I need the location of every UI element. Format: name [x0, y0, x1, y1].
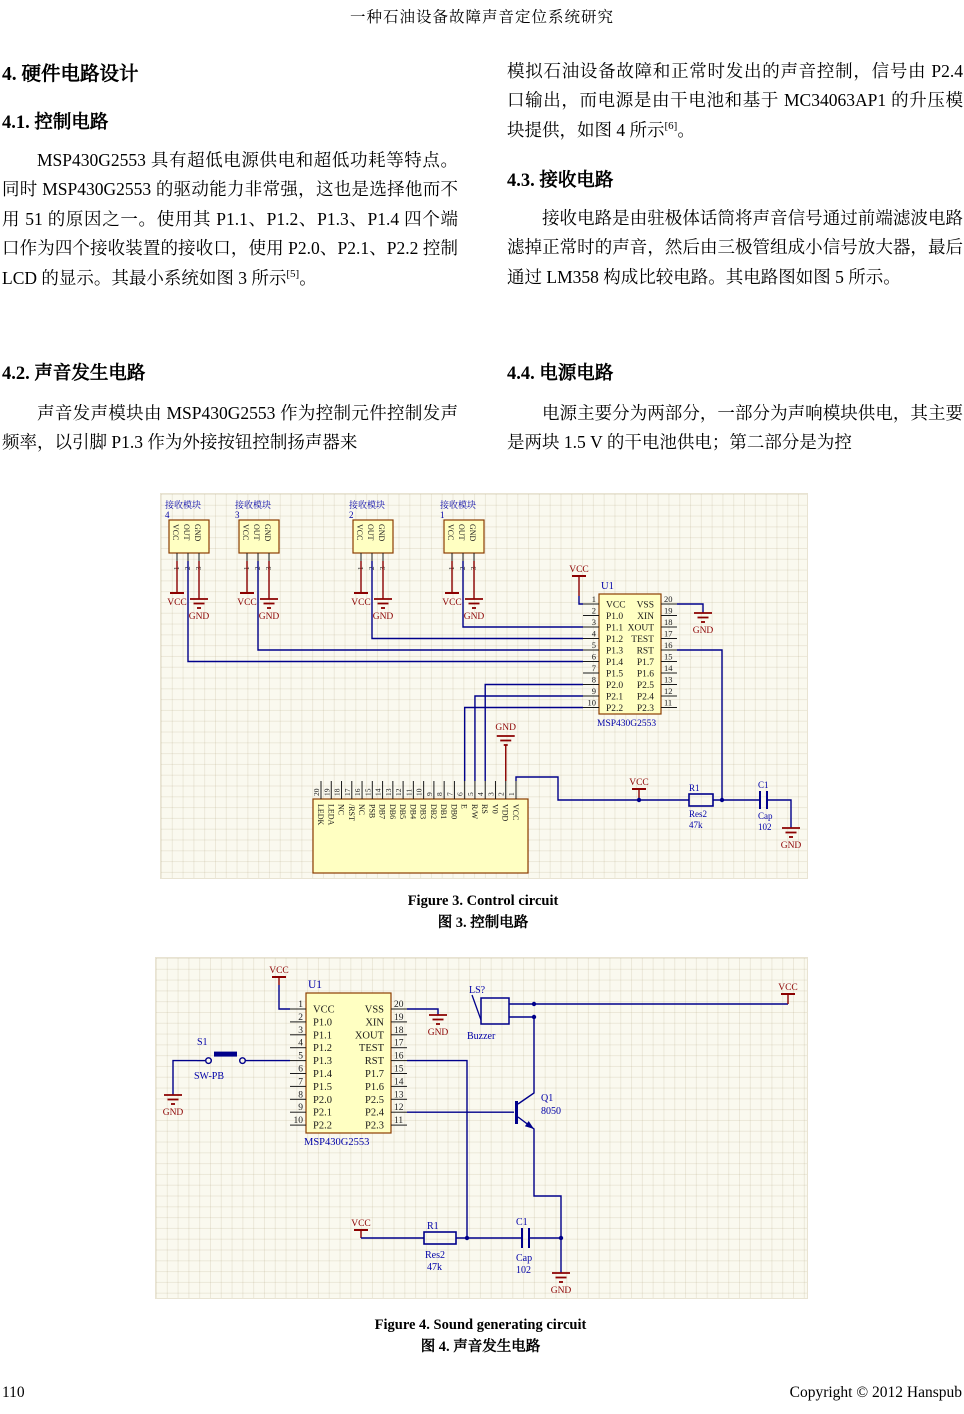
pin-number: 14	[664, 663, 673, 673]
gnd-label: GND	[495, 723, 517, 733]
lcd-pin-number: 14	[373, 788, 383, 796]
receiver-module-label: 接收模块	[349, 500, 386, 510]
pin-name: P2.0	[606, 681, 624, 691]
module-pin-number: 1	[448, 566, 456, 570]
module-pin-name: OUT	[366, 524, 375, 541]
module-pin-name: GND	[263, 524, 272, 542]
lcd-pin-name: DB5	[398, 804, 408, 820]
vcc-label: VCC	[442, 598, 462, 608]
module-pin-number: 1	[357, 566, 365, 570]
figure3-caption-zh: 图 3. 控制电路	[437, 914, 529, 931]
paragraph-4-3: 接收电路是由驻极体话筒将声音信号通过前端滤波电路滤掉正常时的声音，然后由三极管组成小信号放大器，最后通过 LM358 构成比较电路。其电路图如图 5 所示。	[507, 208, 963, 287]
paragraph-4-1-text: MSP430G2553 具有超低电源供电和超低功耗等特点。同时 MSP430G2553 的驱动能力非常强，这也是选择他而不用 51 的原因之一。使用其 P1.1、P1.2、P1.3、P1.4 四个端口作为四个接收装置的接收口，使用 P2.0、P2.1、P2.2 控制 LCD 的显示。其最小系统如图 3 所示	[2, 150, 458, 288]
junction-dot	[465, 1236, 469, 1240]
switch-actuator	[214, 1052, 237, 1057]
resistor-designator: R1	[427, 1221, 439, 1232]
resistor-type: Res2	[425, 1250, 445, 1261]
module-pin-number: 1	[173, 566, 181, 570]
capacitor-designator: C1	[516, 1217, 528, 1228]
lcd-pin-number: 7	[445, 792, 455, 796]
figure4-caption-zh: 图 4. 声音发生电路	[420, 1338, 541, 1355]
buzzer-mark	[472, 995, 481, 1020]
junction-dot	[532, 1015, 536, 1019]
pin-name: P2.1	[313, 1107, 332, 1119]
module-pin-number: 2	[184, 566, 192, 570]
pin-number: 12	[664, 686, 673, 696]
pin-number: 15	[664, 651, 673, 662]
lcd-pin-name: DB4	[408, 804, 418, 820]
module-pin-name: GND	[193, 524, 202, 542]
lcd-pin-number: 5	[465, 792, 475, 796]
capacitor-value: 102	[758, 822, 772, 832]
pin-name: P1.2	[313, 1043, 332, 1055]
vcc-label: VCC	[351, 1219, 371, 1229]
transistor-emitter-arrow	[525, 1121, 534, 1129]
module-pin-number: 2	[459, 566, 467, 570]
pin-number: 9	[298, 1103, 303, 1114]
pin-number: 16	[394, 1051, 404, 1062]
vcc-label: VCC	[629, 778, 649, 788]
page-number: 110	[2, 1384, 25, 1401]
vcc-label: VCC	[237, 598, 257, 608]
gnd-label: GND	[692, 626, 714, 636]
figure3-control-circuit	[160, 493, 808, 879]
gnd-label: GND	[162, 1108, 184, 1118]
pin-number: 15	[394, 1064, 404, 1075]
wire	[475, 696, 583, 781]
lcd-pin-number: 18	[332, 788, 342, 796]
lcd-pin-name: E	[459, 804, 469, 809]
pin-number: 17	[664, 628, 673, 639]
gnd-label: GND	[427, 1028, 449, 1038]
module-pin-number: 2	[368, 566, 376, 570]
pin-number: 2	[591, 605, 596, 616]
pin-name: P1.6	[636, 669, 654, 680]
paragraph-4-2-continued-period: 。	[677, 119, 695, 140]
pin-number: 18	[394, 1025, 404, 1036]
lcd-pin-number: 19	[322, 788, 332, 796]
pin-number: 8	[298, 1090, 303, 1101]
module-pin-name: OUT	[457, 524, 466, 541]
vcc-label: VCC	[351, 598, 371, 608]
pin-name: XIN	[637, 612, 654, 622]
lcd-pin-name: VCC	[510, 804, 520, 821]
gnd-label: GND	[188, 612, 210, 622]
paragraph-4-1-period: 。	[299, 267, 317, 288]
module-pin-name: GND	[468, 524, 477, 542]
resistor-value: 47k	[427, 1262, 442, 1273]
receiver-module-designator: 2	[349, 510, 354, 520]
wire	[407, 1061, 467, 1238]
lcd-pin-number: 1	[506, 792, 516, 796]
pin-name: P2.0	[313, 1094, 332, 1106]
wire	[579, 596, 583, 604]
pin-number: 16	[664, 640, 673, 650]
pin-name: P2.5	[636, 681, 654, 691]
lcd-pin-number: 10	[414, 788, 424, 796]
module-pin-name: VCC	[446, 524, 455, 541]
pin-name: P1.7	[365, 1069, 384, 1080]
receiver-module-designator: 3	[235, 510, 240, 520]
resistor-value: 47k	[689, 820, 703, 830]
figure4-caption-en: Figure 4. Sound generating circuit	[374, 1317, 587, 1333]
paragraph-4-2-continued-text: 模拟石油设备故障和正常时发出的声音控制，信号由 P2.4 口输出，而电源是由干电池和基于 MC34063AP1 的升压模块提供，如图 4 所示	[507, 61, 963, 140]
pin-number: 6	[591, 651, 596, 662]
pin-name: P1.5	[313, 1081, 332, 1093]
lcd-pin-name: LEDA	[326, 804, 336, 826]
pin-name: P1.1	[313, 1030, 332, 1042]
heading-section-4-2: 4.2. 声音发生电路	[2, 364, 146, 384]
lcd-pin-name: DB2	[428, 804, 438, 820]
lcd-pin-name: DB0	[449, 804, 459, 820]
pin-number: 5	[298, 1051, 303, 1062]
pin-number: 3	[591, 617, 596, 627]
ic-designator: U1	[308, 979, 323, 991]
gnd-label: GND	[463, 612, 485, 622]
pin-number: 18	[664, 617, 673, 627]
pin-number: 8	[591, 674, 596, 685]
resistor-body	[424, 1232, 456, 1244]
pin-number: 13	[394, 1090, 404, 1101]
figure3-caption-en: Figure 3. Control circuit	[407, 893, 559, 909]
module-pin-number: 2	[254, 566, 262, 570]
capacitor-type: Cap	[758, 811, 773, 821]
lcd-pin-number: 2	[496, 792, 506, 796]
wire	[465, 708, 583, 782]
pin-number: 19	[664, 605, 673, 616]
pin-number: 11	[664, 697, 673, 708]
ic-designator: U1	[601, 581, 614, 592]
pin-number: 6	[298, 1064, 303, 1075]
lcd-pin-number: 11	[404, 788, 414, 796]
pin-name: VCC	[313, 1004, 335, 1016]
pin-number: 19	[394, 1012, 404, 1023]
vcc-label: VCC	[167, 598, 187, 608]
pin-number: 2	[298, 1012, 303, 1023]
pin-name: P2.1	[606, 692, 624, 703]
copyright-notice: Copyright © 2012 Hanspub	[789, 1384, 962, 1401]
module-pin-name: VCC	[171, 524, 180, 541]
paper-running-title: 一种石油设备故障声音定位系统研究	[349, 9, 614, 26]
vcc-label: VCC	[778, 983, 798, 993]
pin-number: 1	[591, 594, 596, 604]
figure4-schematic-canvas	[156, 958, 807, 1298]
gnd-label: GND	[258, 612, 280, 622]
gnd-label: GND	[550, 1286, 572, 1296]
wire	[529, 1238, 561, 1273]
lcd-pin-name: V0	[490, 804, 500, 814]
lcd-pin-number: 20	[312, 788, 321, 796]
buzzer-body	[481, 998, 509, 1024]
pin-name: P2.3	[636, 704, 654, 714]
resistor-body	[689, 794, 713, 806]
figure3-caption	[160, 891, 806, 934]
module-pin-name: GND	[377, 524, 386, 542]
paragraph-4-4: 电源主要分为两部分，一部分为声响模块供电，其主要是两块 1.5 V 的干电池供电；第二部分是为控	[507, 403, 963, 453]
lcd-pin-number: 17	[342, 788, 352, 796]
figure4-caption	[155, 1315, 806, 1358]
figure4-sound-generating-circuit	[155, 957, 808, 1299]
pin-number: 20	[394, 1000, 404, 1010]
lcd-pin-name: /RST	[346, 804, 356, 821]
module-pin-name: OUT	[182, 524, 191, 541]
heading-section-4-1: 4.1. 控制电路	[2, 113, 109, 133]
lcd-pin-number: 16	[353, 788, 363, 796]
lcd-pin-name: RS	[480, 804, 490, 814]
pin-name: XIN	[365, 1017, 384, 1029]
pin-name: P1.4	[606, 658, 624, 668]
ic-part-number: MSP430G2553	[597, 719, 657, 729]
module-pin-number: 1	[243, 566, 251, 570]
pin-number: 17	[394, 1038, 404, 1049]
pin-number: 7	[591, 663, 596, 673]
lcd-pin-name: DB6	[387, 804, 397, 820]
lcd-pin-name: DB7	[377, 804, 387, 820]
pin-number: 11	[394, 1116, 404, 1127]
lcd-pin-name: R/W	[469, 804, 479, 820]
lcd-pin-name: LEDK	[316, 804, 325, 826]
pin-number: 20	[664, 594, 673, 604]
pin-name: P2.4	[636, 692, 654, 703]
switch-designator: S1	[197, 1037, 208, 1048]
pin-name: RST	[636, 646, 654, 657]
receiver-module-designator: 4	[165, 510, 170, 520]
switch-terminal	[206, 1058, 212, 1064]
pin-name: P1.5	[606, 669, 624, 680]
module-pin-number: 3	[470, 566, 478, 570]
lcd-pin-number: 9	[424, 792, 434, 796]
pin-number: 9	[591, 686, 596, 696]
heading-section-4: 4. 硬件电路设计	[2, 64, 139, 85]
module-pin-number: 3	[379, 566, 387, 570]
buzzer-designator: LS?	[469, 985, 486, 996]
paragraph-4-1	[2, 146, 458, 293]
lcd-pin-name: NC	[357, 804, 367, 816]
buzzer-part: Buzzer	[467, 1031, 496, 1042]
pin-name: TEST	[631, 635, 654, 645]
pin-name: P1.3	[313, 1056, 332, 1068]
pin-number: 5	[591, 640, 596, 650]
heading-section-4-3: 4.3. 接收电路	[507, 171, 614, 191]
pin-number: 3	[298, 1025, 303, 1036]
pin-name: P1.7	[636, 658, 654, 668]
junction-dot	[637, 798, 641, 802]
lcd-pin-name: DB3	[418, 804, 428, 820]
pin-name: XOUT	[627, 623, 654, 634]
pin-name: P1.6	[365, 1081, 384, 1093]
pin-name: P1.1	[606, 623, 624, 634]
wire	[509, 1017, 534, 1104]
wire	[677, 604, 703, 613]
citation-ref-6: [6]	[664, 119, 678, 132]
receiver-module-designator: 1	[440, 510, 445, 520]
lcd-pin-number: 13	[383, 788, 393, 796]
pin-name: RST	[364, 1056, 384, 1068]
resistor-type: Res2	[689, 809, 707, 819]
pin-name: XOUT	[354, 1030, 384, 1042]
switch-terminal	[240, 1058, 246, 1064]
lcd-pin-name: PSB	[367, 804, 377, 819]
lcd-pin-number: 4	[476, 792, 486, 796]
module-pin-name: VCC	[241, 524, 250, 541]
module-pin-number: 3	[265, 566, 273, 570]
receiver-module-label: 接收模块	[165, 500, 202, 510]
pin-name: VSS	[636, 600, 654, 611]
pin-number: 4	[298, 1038, 303, 1049]
junction-dot	[532, 1002, 536, 1006]
lcd-pin-name: DB1	[439, 804, 449, 820]
pin-number: 12	[394, 1103, 404, 1114]
pin-name: TEST	[358, 1043, 384, 1055]
lcd-pin-name: NC	[336, 804, 346, 816]
lcd-pin-number: 8	[435, 792, 445, 796]
pin-number: 10	[293, 1116, 303, 1127]
paragraph-4-2: 声音发声模块由 MSP430G2553 作为控制元件控制发声频率，以引脚 P1.3 作为外接按钮控制扬声器来	[2, 403, 458, 453]
wire	[279, 985, 290, 1009]
figure3-schematic-canvas	[161, 494, 807, 878]
capacitor-type: Cap	[516, 1253, 533, 1264]
paragraph-4-2-continued	[507, 57, 963, 145]
pin-name: P1.3	[606, 646, 624, 657]
transistor-part: 8050	[541, 1106, 561, 1117]
lcd-pin-name: VDD	[500, 804, 510, 822]
pin-name: P2.4	[365, 1107, 384, 1119]
vcc-label: VCC	[269, 966, 289, 976]
pin-name: P2.3	[365, 1120, 384, 1132]
pin-name: P2.2	[606, 704, 624, 714]
wire	[677, 650, 722, 800]
pin-number: 4	[591, 628, 596, 639]
pin-name: P1.2	[606, 635, 624, 645]
gnd-label: GND	[372, 612, 394, 622]
transistor-designator: Q1	[541, 1093, 554, 1104]
module-pin-name: OUT	[252, 524, 261, 541]
receiver-module-label: 接收模块	[440, 500, 477, 510]
pin-name: VCC	[606, 600, 626, 611]
lcd-pin-number: 12	[394, 788, 404, 796]
capacitor-designator: C1	[758, 780, 769, 790]
lcd-pin-number: 6	[455, 792, 465, 796]
citation-ref-5: [5]	[286, 267, 300, 280]
pin-number: 7	[298, 1077, 303, 1088]
pin-number: 1	[298, 1000, 303, 1010]
pin-name: P2.5	[365, 1094, 384, 1106]
pin-number: 14	[394, 1077, 404, 1088]
junction-dot	[559, 1236, 563, 1240]
lcd-pin-number: 3	[486, 792, 496, 796]
resistor-designator: R1	[689, 783, 700, 793]
switch-part: SW-PB	[194, 1071, 225, 1082]
pin-number: 10	[587, 697, 596, 708]
gnd-label: GND	[780, 841, 802, 851]
capacitor-value: 102	[516, 1265, 531, 1276]
receiver-module-label: 接收模块	[235, 500, 272, 510]
module-pin-name: VCC	[355, 524, 364, 541]
module-pin-number: 3	[195, 566, 203, 570]
pin-name: P2.2	[313, 1120, 332, 1132]
ic-part-number: MSP430G2553	[304, 1137, 370, 1148]
junction-dot	[720, 798, 724, 802]
pin-name: P1.0	[606, 612, 624, 622]
pin-name: P1.0	[313, 1017, 332, 1029]
lcd-pin-number: 15	[363, 788, 373, 796]
pin-name: VSS	[364, 1004, 384, 1016]
wire	[516, 777, 689, 800]
heading-section-4-4: 4.4. 电源电路	[507, 364, 614, 384]
vcc-label: VCC	[569, 565, 589, 575]
pin-name: P1.4	[313, 1069, 332, 1080]
wire	[258, 561, 583, 650]
pin-number: 13	[664, 674, 673, 685]
